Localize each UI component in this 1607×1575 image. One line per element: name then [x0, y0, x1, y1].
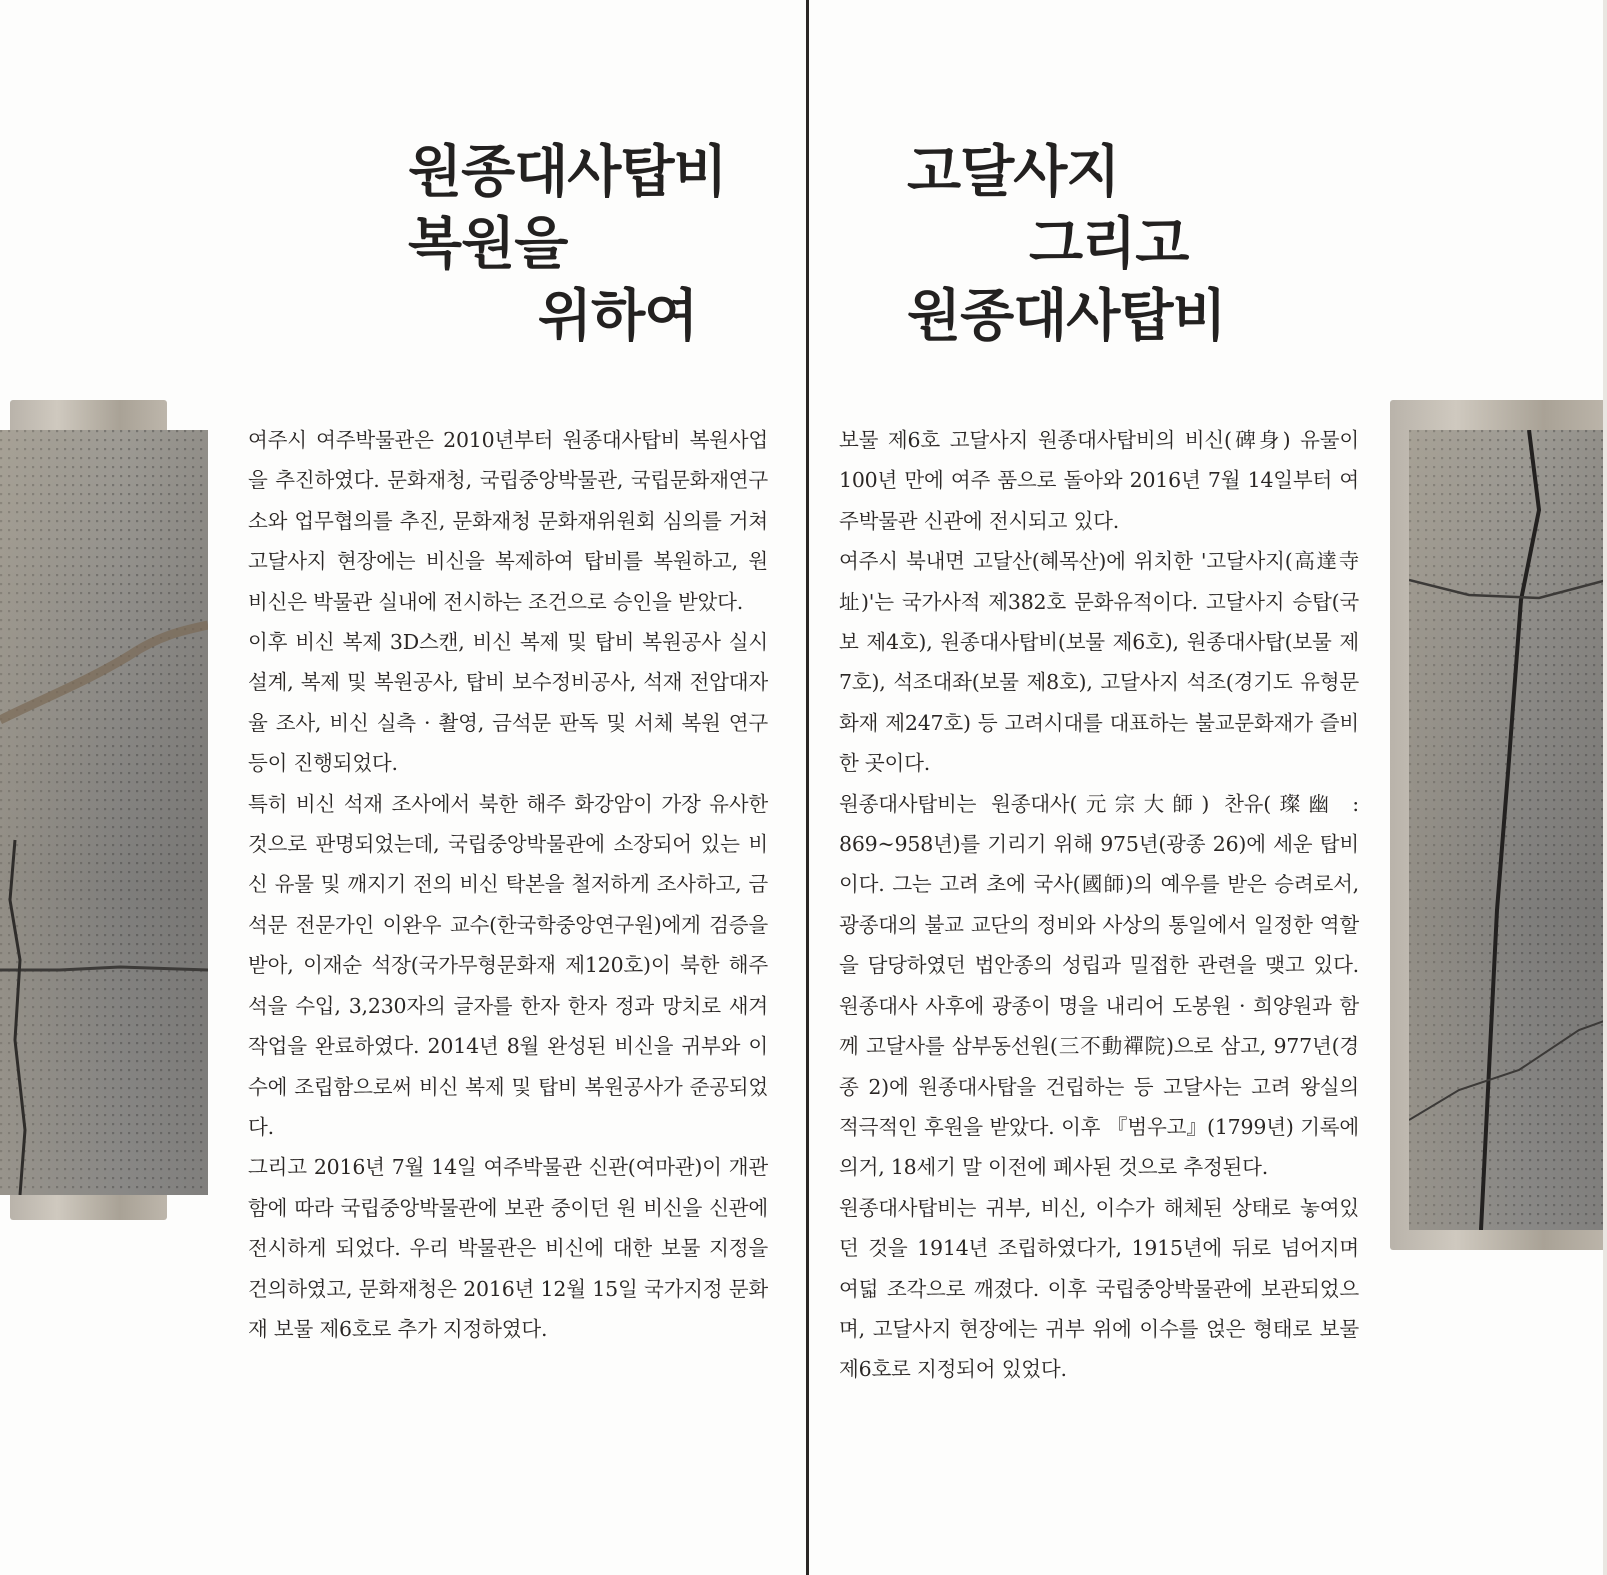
left-paragraph-2: 이후 비신 복제 3D스캔, 비신 복제 및 탑비 복원공사 실시설계, 복제 및 복원공사, 탑비 보수정비공사, 석재 전압대자율 조사, 비신 실측 · 촬영, 금석문 판독 및 서체 복원 연구 등이 진행되었다.: [248, 630, 768, 776]
page-right-edge: [1603, 0, 1607, 1575]
left-title-line-3: 위하여: [538, 284, 698, 349]
left-paragraph-4: 그리고 2016년 7월 14일 여주박물관 신관(여마관)이 개관함에 따라 국립중앙박물관에 보관 중이던 원 비신을 신관에 전시하게 되었다. 우리 박물관은 비신에 대한 보물 지정을 건의하였고, 문화재청은 2016년 12월 15일 국가지정 문화재 보물 제6호로 추가 지정하였다.: [248, 1155, 768, 1341]
right-title-line-2: 그리고: [1029, 212, 1189, 277]
right-page: [809, 0, 1607, 1575]
right-title-line-3: 원종대사탑비: [907, 284, 1226, 349]
right-paragraph-2: 여주시 북내면 고달산(혜목산)에 위치한 '고달사지(高達寺址)'는 국가사적 제382호 문화유적이다. 고달사지 승탑(국보 제4호), 원종대사탑비(보물 제6호), 원종대사탑(보물 제7호), 석조대좌(보물 제8호), 고달사지 석조(경기도 유형문화재 제247호) 등 고려시대를 대표하는 불교문화재가 즐비한 곳이다.: [839, 549, 1359, 776]
left-title-line-1: 원종대사탑비: [408, 140, 727, 205]
left-paragraph-3: 특히 비신 석재 조사에서 북한 해주 화강암이 가장 유사한 것으로 판명되었는데, 국립중앙박물관에 소장되어 있는 비신 유물 및 깨지기 전의 비신 탁본을 철저하게 조사하고, 금석문 전문가인 이완우 교수(한국학중앙연구원)에게 검증을 받아, 이재순 석장(국가무형문화재 제120호)이 북한 해주석을 수입, 3,230자의 글자를 한자 한자 정과 망치로 새겨 작업을 완료하였다. 2014년 8월 완성된 비신을 귀부와 이수에 조립함으로써 비신 복제 및 탑비 복원공사가 준공되었다.: [248, 791, 768, 1139]
right-paragraph-3: 원종대사탑비는 원종대사(元宗大師) 찬유(璨幽 : 869~958년)를 기리기 위해 975년(광종 26)에 세운 탑비이다. 그는 고려 초에 국사(國師)의 예우를 받은 승려로서, 광종대의 불교 교단의 정비와 사상의 통일에서 일정한 역할을 담당하였던 법안종의 성립과 밀접한 관련을 맺고 있다. 원종대사 사후에 광종이 명을 내리어 도봉원 · 희양원과 함께 고달사를 삼부동선원(三不動禪院)으로 삼고, 977년(경종 2)에 원종대사탑을 건립하는 등 고달사는 고려 왕실의 적극적인 후원을 받았다. 이후 『범우고』(1799년) 기록에 의거, 18세기 말 이전에 폐사된 것으로 추정된다.: [839, 791, 1359, 1180]
left-page-title: [408, 137, 727, 353]
stone-crack-lines-right: [1409, 430, 1607, 1230]
right-body-text: [839, 420, 1359, 1390]
left-title-line-2: 복원을: [408, 212, 568, 277]
stone-slab-photo-right: [1409, 430, 1607, 1230]
right-title-line-1: 고달사지: [907, 140, 1120, 205]
left-paragraph-1: 여주시 여주박물관은 2010년부터 원종대사탑비 복원사업을 추진하였다. 문화재청, 국립중앙박물관, 국립문화재연구소와 업무협의를 추진, 문화재청 문화재위원회 심의를 거쳐 고달사지 현장에는 비신을 복제하여 탑비를 복원하고, 원 비신은 박물관 실내에 전시하는 조건으로 승인을 받았다.: [248, 428, 768, 614]
stone-crack-lines-left: [0, 430, 208, 1195]
right-paragraph-4: 원종대사탑비는 귀부, 비신, 이수가 해체된 상태로 놓여있던 것을 1914년 조립하였다가, 1915년에 뒤로 넘어지며 여덟 조각으로 깨졌다. 이후 국립중앙박물관에 보관되었으며, 고달사지 현장에는 귀부 위에 이수를 얹은 형태로 보물 제6호로 지정되어 있었다.: [839, 1195, 1359, 1382]
left-body-text: [248, 420, 768, 1349]
right-page-title: [907, 137, 1226, 353]
stone-slab-photo-left: [0, 430, 208, 1195]
right-paragraph-1: 보물 제6호 고달사지 원종대사탑비의 비신(碑身) 유물이 100년 만에 여주 품으로 돌아와 2016년 7월 14일부터 여주박물관 신관에 전시되고 있다.: [839, 428, 1359, 533]
